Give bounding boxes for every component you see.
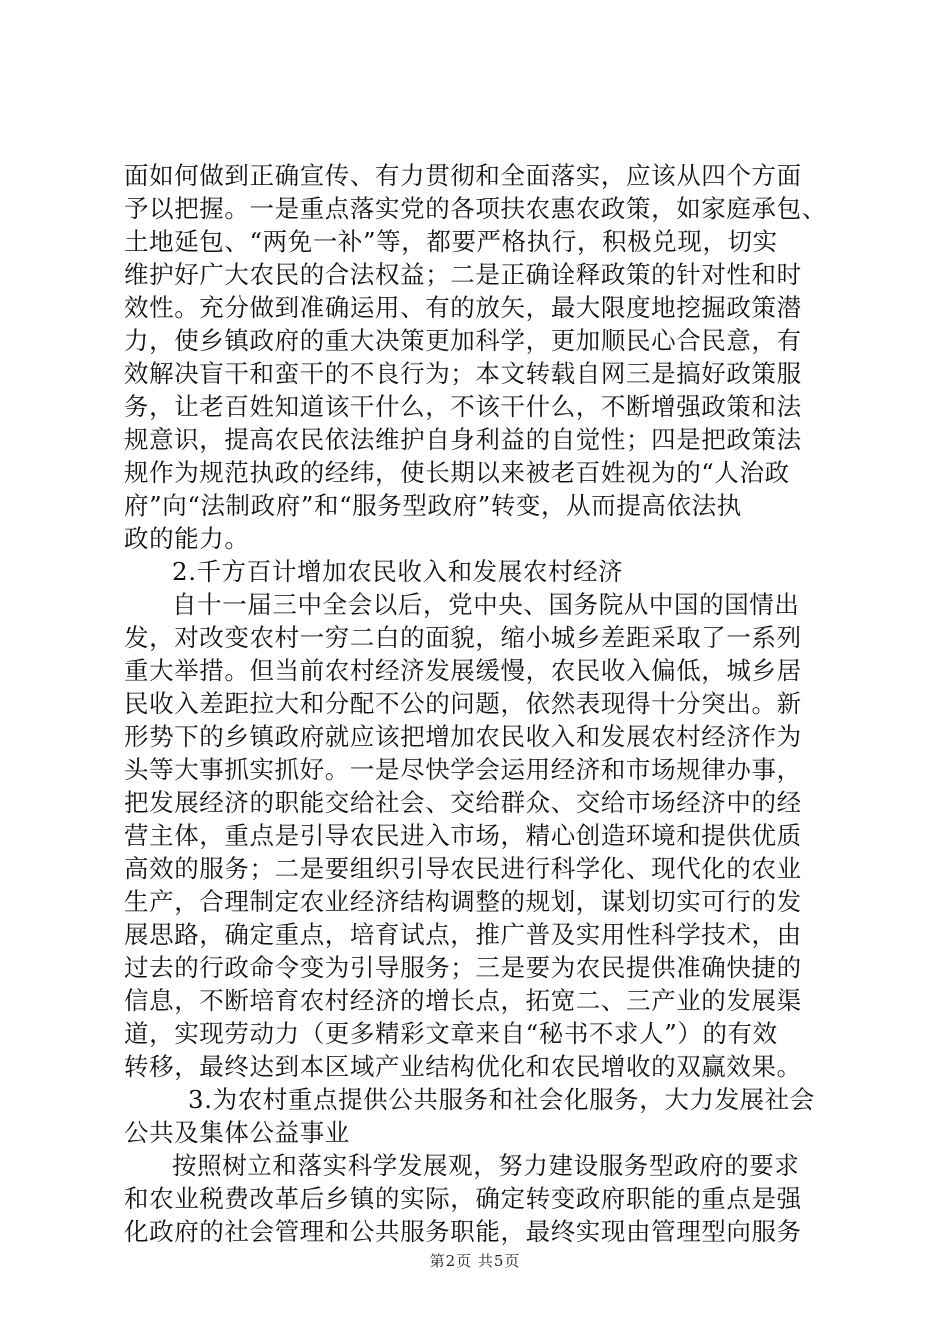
text-line: 营主体，重点是引导农民进入市场，精心创造环境和提供优质 xyxy=(124,821,802,850)
text-line: 规意识，提高农民依法维护自身利益的自觉性；四是把政策法 xyxy=(124,425,802,454)
section-heading: 3.为农村重点提供公共服务和社会化服务，大力发展社会 xyxy=(188,1085,815,1114)
text-line: 政的能力。 xyxy=(124,524,250,553)
text-line: 道，实现劳动力（更多精彩文章来自“秘书不求人”）的有效 xyxy=(124,1019,778,1048)
text-line: 重大举措。但当前农村经济发展缓慢，农民收入偏低，城乡居 xyxy=(124,656,802,685)
text-line: 规作为规范执政的经纬，使长期以来被老百姓视为的“人治政 xyxy=(124,458,790,487)
text-line: 府”向“法制政府”和“服务型政府”转变，从而提高依法执 xyxy=(124,491,742,520)
text-line: 转移，最终达到本区域产业结构优化和农民增收的双赢效果。 xyxy=(124,1052,802,1081)
text-line: 力，使乡镇政府的重大决策更加科学，更加顺民心合民意，有 xyxy=(124,326,802,355)
text-line: 民收入差距拉大和分配不公的问题，依然表现得十分突出。新 xyxy=(124,689,802,718)
text-line: 发，对改变农村一穷二白的面貌，缩小城乡差距采取了一系列 xyxy=(124,623,802,652)
text-line: 面如何做到正确宣传、有力贯彻和全面落实，应该从四个方面 xyxy=(124,161,802,190)
text-line: 展思路，确定重点，培育试点，推广普及实用性科学技术，由 xyxy=(124,920,802,949)
text-line: 土地延包、“两免一补”等，都要严格执行，积极兑现，切实 xyxy=(124,227,778,256)
page-number-footer: 第2页 共5页 xyxy=(429,1252,521,1270)
text-line: 化政府的社会管理和公共服务职能，最终实现由管理型向服务 xyxy=(124,1217,802,1246)
text-line: 形势下的乡镇政府就应该把增加农民收入和发展农村经济作为 xyxy=(124,722,802,751)
text-line: 生产，合理制定农业经济结构调整的规划，谋划切实可行的发 xyxy=(124,887,802,916)
section-heading: 2.千方百计增加农民收入和发展农村经济 xyxy=(172,557,624,586)
text-line: 按照树立和落实科学发展观，努力建设服务型政府的要求 xyxy=(172,1151,800,1180)
text-line: 把发展经济的职能交给社会、交给群众、交给市场经济中的经 xyxy=(124,788,802,817)
text-line: 效解决盲干和蛮干的不良行为；本文转载自网三是搞好政策服 xyxy=(124,359,802,388)
text-line: 效性。充分做到准确运用、有的放矢，最大限度地挖掘政策潜 xyxy=(124,293,802,322)
text-line: 予以把握。一是重点落实党的各项扶农惠农政策，如家庭承包、 xyxy=(124,194,827,223)
section-heading-continued: 公共及集体公益事业 xyxy=(124,1118,350,1147)
text-line: 头等大事抓实抓好。一是尽快学会运用经济和市场规律办事， xyxy=(124,755,802,784)
text-line: 过去的行政命令变为引导服务；三是要为农民提供准确快捷的 xyxy=(124,953,802,982)
text-line: 和农业税费改革后乡镇的实际，确定转变政府职能的重点是强 xyxy=(124,1184,802,1213)
text-line: 自十一届三中全会以后，党中央、国务院从中国的国情出 xyxy=(172,590,800,619)
text-line: 高效的服务；二是要组织引导农民进行科学化、现代化的农业 xyxy=(124,854,802,883)
text-line: 务，让老百姓知道该干什么，不该干什么，不断增强政策和法 xyxy=(124,392,802,421)
text-line: 信息，不断培育农村经济的增长点，拓宽二、三产业的发展渠 xyxy=(124,986,802,1015)
text-line: 维护好广大农民的合法权益；二是正确诠释政策的针对性和时 xyxy=(124,260,802,289)
